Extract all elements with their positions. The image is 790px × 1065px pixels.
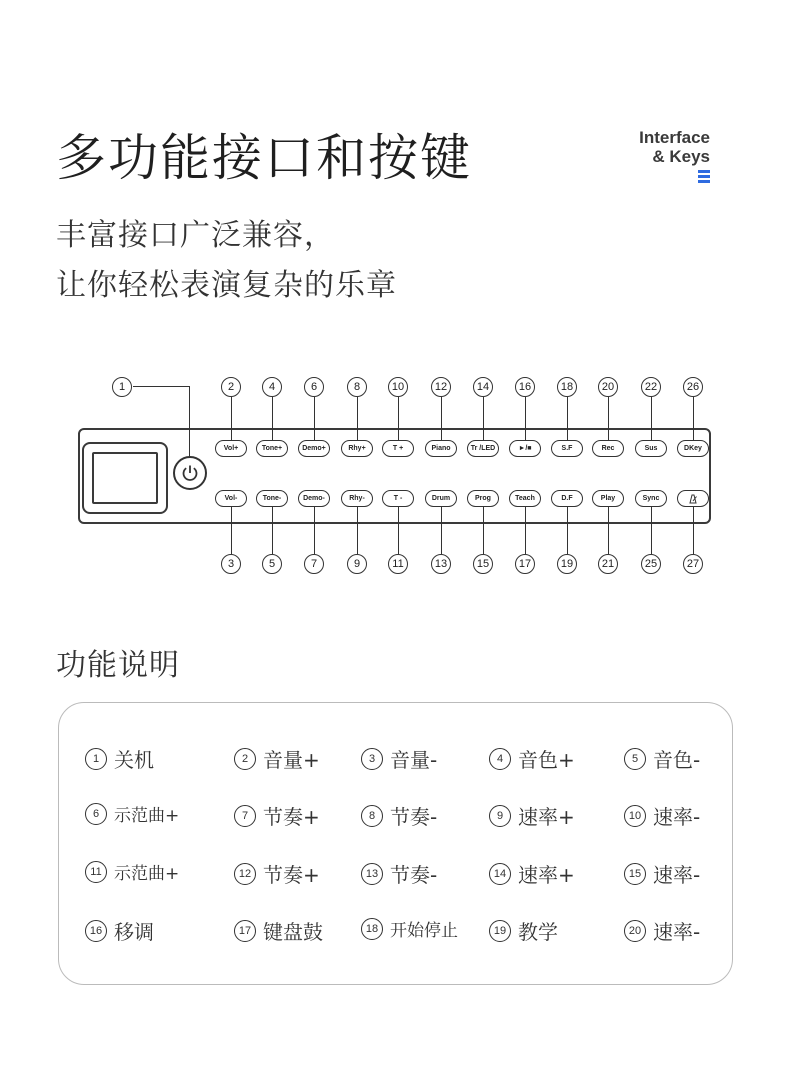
function-label: 音色+ <box>518 748 575 772</box>
key-rhy-[interactable]: Rhy- <box>341 490 373 507</box>
subtitle-line-1: 丰富接口广泛兼容， <box>56 218 335 253</box>
callout-line <box>693 507 694 554</box>
callout-line <box>651 507 652 554</box>
function-number: 20 <box>624 920 646 942</box>
function-number: 13 <box>361 863 383 885</box>
callout-line <box>483 507 484 554</box>
power-leader-line <box>133 386 190 387</box>
interface-keys-badge <box>639 128 710 166</box>
function-label: 节奏+ <box>263 805 320 829</box>
function-number: 6 <box>85 803 107 825</box>
callout-number: 7 <box>304 554 324 574</box>
callout-number: 12 <box>431 377 451 397</box>
function-item <box>85 859 179 884</box>
menu-bars-icon <box>698 170 710 185</box>
key-drum[interactable]: Drum <box>425 490 457 507</box>
callout-number: 21 <box>598 554 618 574</box>
callout-line <box>525 397 526 440</box>
function-description-title: 功能说明 <box>56 648 180 683</box>
key-tr-led[interactable]: Tr /LED <box>467 440 499 457</box>
function-number: 11 <box>85 861 107 883</box>
callout-number: 14 <box>473 377 493 397</box>
power-button[interactable] <box>173 456 207 490</box>
function-item <box>361 801 437 830</box>
key-tone-[interactable]: Tone+ <box>256 440 288 457</box>
key-tone-[interactable]: Tone- <box>256 490 288 507</box>
callout-line <box>567 507 568 554</box>
key--[interactable]: ►/■ <box>509 440 541 457</box>
function-item <box>624 916 700 945</box>
subtitle-line-2: 让你轻松表演复杂的乐章 <box>56 268 397 303</box>
callout-number: 27 <box>683 554 703 574</box>
badge-line-1: Interface <box>639 128 710 147</box>
function-item <box>85 916 154 945</box>
key-play[interactable]: Play <box>592 490 624 507</box>
callout-number: 4 <box>262 377 282 397</box>
key-vol-[interactable]: Vol- <box>215 490 247 507</box>
function-label: 速率- <box>653 863 701 887</box>
callout-number: 15 <box>473 554 493 574</box>
callout-number: 13 <box>431 554 451 574</box>
function-item <box>489 859 575 888</box>
callout-line <box>525 507 526 554</box>
function-item <box>624 801 700 830</box>
display-screen <box>82 442 168 514</box>
function-number: 17 <box>234 920 256 942</box>
key-teach[interactable]: Teach <box>509 490 541 507</box>
callout-number: 8 <box>347 377 367 397</box>
function-number: 19 <box>489 920 511 942</box>
function-number: 2 <box>234 748 256 770</box>
function-item <box>624 859 700 888</box>
page-title: 多功能接口和按键 <box>56 129 472 187</box>
callout-line <box>314 397 315 440</box>
callout-number: 6 <box>304 377 324 397</box>
function-number: 12 <box>234 863 256 885</box>
function-number: 3 <box>361 748 383 770</box>
function-label: 移调 <box>114 920 154 944</box>
function-item <box>234 744 320 773</box>
function-label: 示范曲+ <box>114 864 180 884</box>
callout-line <box>231 397 232 440</box>
key-piano[interactable]: Piano <box>425 440 457 457</box>
function-legend-box <box>58 702 733 985</box>
function-label: 音量- <box>390 748 438 772</box>
callout-line <box>314 507 315 554</box>
key-s-f[interactable]: S.F <box>551 440 583 457</box>
callout-line <box>483 397 484 440</box>
key-sus[interactable]: Sus <box>635 440 667 457</box>
control-panel-diagram <box>0 370 790 585</box>
callout-number: 9 <box>347 554 367 574</box>
function-label: 速率+ <box>518 805 575 829</box>
function-item <box>85 744 154 773</box>
function-item <box>234 801 320 830</box>
callout-line <box>398 507 399 554</box>
badge-line-2: & Keys <box>652 147 710 166</box>
function-number: 1 <box>85 748 107 770</box>
function-item <box>361 744 437 773</box>
function-number: 10 <box>624 805 646 827</box>
key-dkey[interactable]: DKey <box>677 440 709 457</box>
function-label: 键盘鼓 <box>263 920 323 944</box>
callout-number: 3 <box>221 554 241 574</box>
key-t-[interactable]: T + <box>382 440 414 457</box>
function-number: 7 <box>234 805 256 827</box>
function-label: 示范曲+ <box>114 806 180 826</box>
key-metronome[interactable] <box>677 490 709 507</box>
function-item <box>361 916 458 941</box>
function-number: 16 <box>85 920 107 942</box>
function-number: 15 <box>624 863 646 885</box>
function-item <box>85 801 179 826</box>
callout-number: 1 <box>112 377 132 397</box>
function-label: 关机 <box>114 748 154 772</box>
function-label: 音色- <box>653 748 701 772</box>
function-item <box>234 916 323 945</box>
function-label: 节奏- <box>390 863 438 887</box>
callout-number: 2 <box>221 377 241 397</box>
callout-number: 11 <box>388 554 408 574</box>
callout-line <box>272 397 273 440</box>
function-number: 8 <box>361 805 383 827</box>
function-number: 5 <box>624 748 646 770</box>
function-item <box>234 859 320 888</box>
key-d-f[interactable]: D.F <box>551 490 583 507</box>
callout-number: 26 <box>683 377 703 397</box>
callout-line <box>398 397 399 440</box>
function-label: 教学 <box>518 920 558 944</box>
key-rec[interactable]: Rec <box>592 440 624 457</box>
key-prog[interactable]: Prog <box>467 490 499 507</box>
callout-number: 20 <box>598 377 618 397</box>
function-number: 9 <box>489 805 511 827</box>
function-label: 节奏- <box>390 805 438 829</box>
function-number: 14 <box>489 863 511 885</box>
callout-line <box>567 397 568 440</box>
callout-number: 18 <box>557 377 577 397</box>
function-item <box>489 801 575 830</box>
key-vol-[interactable]: Vol+ <box>215 440 247 457</box>
power-leader-line <box>189 386 190 457</box>
callout-line <box>357 507 358 554</box>
function-item <box>489 744 575 773</box>
key-sync[interactable]: Sync <box>635 490 667 507</box>
key-demo-[interactable]: Demo- <box>298 490 330 507</box>
function-label: 开始停止 <box>390 921 458 941</box>
callout-number: 5 <box>262 554 282 574</box>
function-item <box>489 916 558 945</box>
function-label: 速率- <box>653 920 701 944</box>
function-label: 速率+ <box>518 863 575 887</box>
callout-number: 16 <box>515 377 535 397</box>
callout-number: 22 <box>641 377 661 397</box>
callout-line <box>357 397 358 440</box>
callout-line <box>651 397 652 440</box>
callout-number: 19 <box>557 554 577 574</box>
callout-line <box>608 397 609 440</box>
power-icon <box>180 463 200 483</box>
function-item <box>624 744 700 773</box>
key-rhy-[interactable]: Rhy+ <box>341 440 373 457</box>
function-item <box>361 859 437 888</box>
function-number: 4 <box>489 748 511 770</box>
callout-line <box>693 397 694 440</box>
callout-line <box>272 507 273 554</box>
function-label: 音量+ <box>263 748 320 772</box>
callout-number: 25 <box>641 554 661 574</box>
function-label: 节奏+ <box>263 863 320 887</box>
metronome-icon <box>687 494 699 504</box>
callout-number: 10 <box>388 377 408 397</box>
function-label: 速率- <box>653 805 701 829</box>
key-demo-[interactable]: Demo+ <box>298 440 330 457</box>
function-number: 18 <box>361 918 383 940</box>
callout-line <box>231 507 232 554</box>
callout-line <box>608 507 609 554</box>
callout-line <box>441 507 442 554</box>
callout-number: 17 <box>515 554 535 574</box>
key-t-[interactable]: T - <box>382 490 414 507</box>
callout-line <box>441 397 442 440</box>
